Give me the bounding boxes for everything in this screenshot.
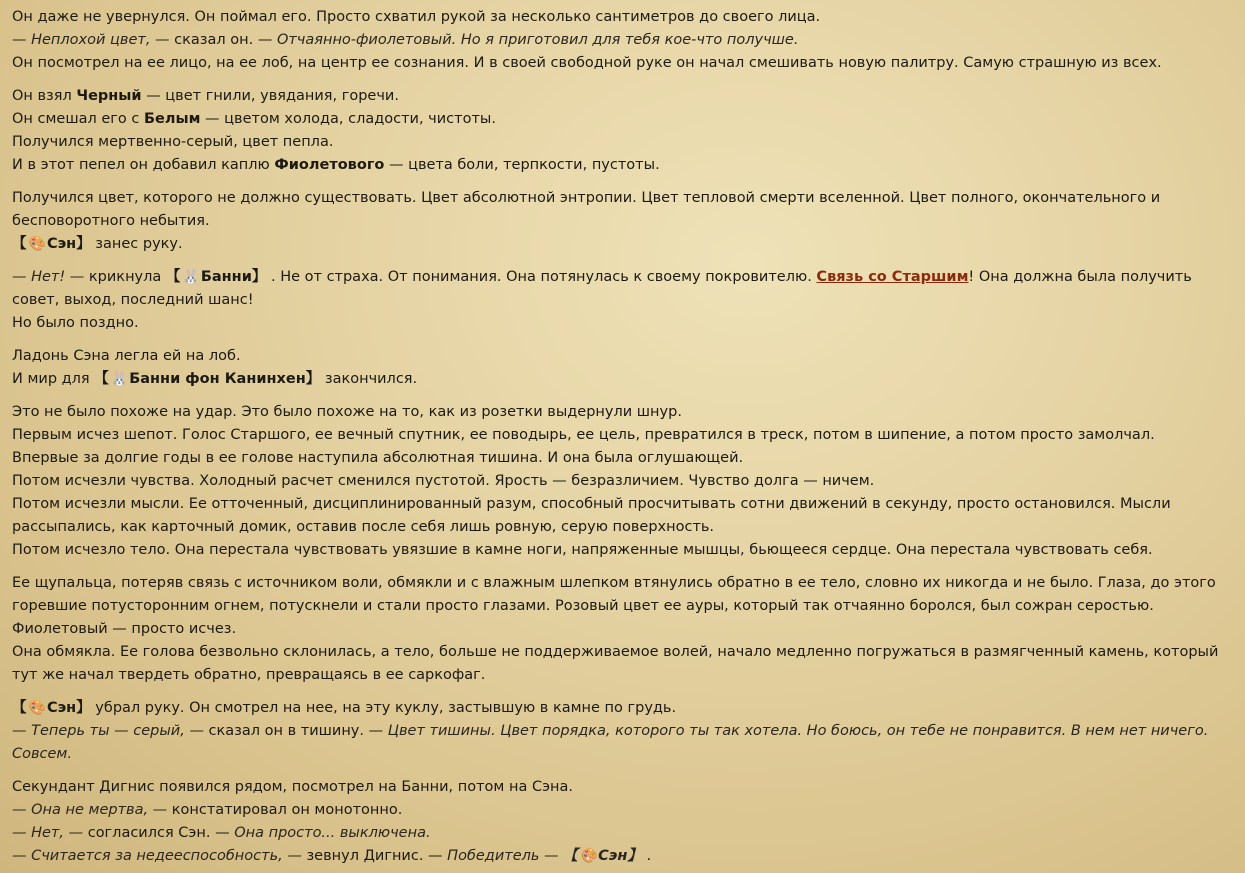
dialogue-text: Победитель — bbox=[447, 848, 564, 864]
narration-text: . bbox=[641, 848, 652, 864]
text-line: Он посмотрел на ее лицо, на ее лоб, на центр ее сознания. И в своей свободной руке он начал смешивать новую палитру. Самую страшную из всех. bbox=[12, 55, 1162, 71]
text-line: Но было поздно. bbox=[12, 315, 139, 331]
rabbit-icon: 🐰 bbox=[182, 269, 200, 285]
character-tag-banni-full bbox=[94, 371, 320, 387]
dialogue-text: Она просто... выключена. bbox=[234, 825, 431, 841]
paragraph-8 bbox=[12, 697, 1225, 766]
character-name: Банни фон Канинхен bbox=[129, 371, 306, 387]
bracket: 】 bbox=[251, 269, 267, 285]
color-term: Фиолетового bbox=[274, 157, 385, 173]
narration-text: зевнул Дигнис. — bbox=[301, 848, 448, 864]
dialogue-text: Отчаянно-фиолетовый. Но я приготовил для тебя кое-что получше. bbox=[276, 32, 799, 48]
dialogue-text: — Нет! — bbox=[12, 269, 85, 285]
paragraph-5 bbox=[12, 345, 1225, 391]
color-term: Белым bbox=[143, 111, 201, 127]
dialogue-text: — Теперь ты — серый, — bbox=[12, 723, 204, 739]
narration-text: занес руку. bbox=[90, 236, 183, 252]
bracket: 【 bbox=[12, 236, 27, 252]
character-tag-sen bbox=[12, 700, 91, 716]
bracket: 【 bbox=[12, 700, 27, 716]
color-term: Черный bbox=[76, 88, 142, 104]
narration-text: согласился Сэн. — bbox=[83, 825, 235, 841]
character-name: Сэн bbox=[46, 236, 77, 252]
character-name: Сэн bbox=[46, 700, 77, 716]
narration-text: сказал он. — bbox=[169, 32, 277, 48]
narration-text: И в этот пепел он добавил каплю bbox=[12, 157, 275, 173]
bracket: 【 bbox=[563, 848, 578, 864]
narration-text: — цветом холода, сладости, чистоты. bbox=[200, 111, 496, 127]
paragraph-9 bbox=[12, 776, 1225, 868]
text-line: Секундант Дигнис появился рядом, посмотрел на Банни, потом на Сэна. bbox=[12, 779, 574, 795]
text-line: Ладонь Сэна легла ей на лоб. bbox=[12, 348, 241, 364]
text-line: Она обмякла. Ее голова безвольно склонилась, а тело, больше не поддерживаемое волей, начало медленно погружаться в размягченный камень, который тут же начал твердеть обратно, превращаясь в ее саркофаг. bbox=[12, 644, 1219, 683]
narration-text: . Не от страха. От понимания. Она потянулась к своему покровителю. bbox=[266, 269, 817, 285]
dialogue-text: Цвет тишины. Цвет порядка, которого ты так хотела. Но боюсь, он тебе не понравится. В нем нет ничего. Совсем. bbox=[12, 723, 1209, 762]
narration-text: констатировал он монотонно. bbox=[167, 802, 403, 818]
text-line: Потом исчезли чувства. Холодный расчет сменился пустотой. Ярость — безразличием. Чувство долга — ничем. bbox=[12, 473, 875, 489]
text-line: Это не было похоже на удар. Это было похоже на то, как из розетки выдернули шнур. bbox=[12, 404, 682, 420]
text-line bbox=[12, 368, 1225, 391]
text-line bbox=[12, 85, 1225, 108]
text-line: Потом исчезло тело. Она перестала чувствовать увязшие в камне ноги, напряженные мышцы, бьющееся сердце. Она перестала чувствовать себя. bbox=[12, 542, 1153, 558]
text-line: Получился мертвенно-серый, цвет пепла. bbox=[12, 134, 334, 150]
character-name: Сэн bbox=[598, 848, 628, 864]
dialogue-text: — Неплохой цвет, — bbox=[12, 32, 170, 48]
narration-text: И мир для bbox=[12, 371, 95, 387]
narration-text: закончился. bbox=[320, 371, 418, 387]
text-line: Первым исчез шепот. Голос Старшого, ее вечный спутник, ее поводырь, ее цель, превратился в треск, потом в шипение, а потом просто замолчал. Впервые за долгие годы в ее голове наступила абсолютная тишина. И она была оглушающей. bbox=[12, 427, 1155, 466]
dialogue-line bbox=[12, 822, 1225, 845]
paragraph-2 bbox=[12, 85, 1225, 177]
text-line bbox=[12, 154, 1225, 177]
dialogue-line bbox=[12, 29, 1225, 52]
bracket: 】 bbox=[76, 700, 91, 716]
bracket: 【 bbox=[165, 269, 181, 285]
text-line: Получился цвет, которого не должно существовать. Цвет абсолютной энтропии. Цвет тепловой смерти вселенной. Цвет полного, окончательного и бесповоротного небытия. bbox=[12, 190, 1161, 229]
rabbit-icon: 🐰 bbox=[110, 371, 129, 387]
paragraph-6 bbox=[12, 401, 1225, 562]
narration-text: Он смешал его с bbox=[12, 111, 144, 127]
dialogue-line bbox=[12, 845, 1225, 868]
narration-text: Он взял bbox=[12, 88, 77, 104]
bracket: 【 bbox=[94, 371, 109, 387]
dialogue-text: — Она не мертва, — bbox=[12, 802, 168, 818]
paragraph-7 bbox=[12, 572, 1225, 687]
narration-text: ! Она должна была получить совет, выход, последний шанс! bbox=[12, 269, 1192, 308]
narration-text: убрал руку. Он смотрел на нее, на эту куклу, застывшую в камне по грудь. bbox=[90, 700, 677, 716]
text-line: Потом исчезли мысли. Ее отточенный, дисциплинированный разум, способный просчитывать сотни движений в секунду, просто остановился. Мысли рассыпались, как карточный домик, оставив после себя лишь ровную, серую поверхность. bbox=[12, 496, 1171, 535]
paragraph-1 bbox=[12, 6, 1225, 75]
narration-text: сказал он в тишину. — bbox=[203, 723, 388, 739]
character-tag-sen bbox=[563, 848, 642, 864]
paragraph-4 bbox=[12, 266, 1225, 335]
dialogue-text: — Считается за недееспособность, — bbox=[12, 848, 302, 864]
palette-icon: 🎨 bbox=[28, 236, 46, 252]
palette-icon: 🎨 bbox=[28, 700, 46, 716]
text-line: Он даже не увернулся. Он поймал его. Просто схватил рукой за несколько сантиметров до своего лица. bbox=[12, 9, 821, 25]
narration-text: крикнула bbox=[84, 269, 166, 285]
text-line bbox=[12, 266, 1225, 312]
narration-text: — цвет гнили, увядания, горечи. bbox=[141, 88, 399, 104]
character-tag-sen bbox=[12, 236, 91, 252]
dialogue-text: — Нет, — bbox=[12, 825, 84, 841]
text-line bbox=[12, 697, 1225, 720]
text-line bbox=[12, 108, 1225, 131]
dialogue-line bbox=[12, 799, 1225, 822]
character-name: Банни bbox=[200, 269, 252, 285]
paragraph-3 bbox=[12, 187, 1225, 256]
narration-text: — цвета боли, терпкости, пустоты. bbox=[384, 157, 660, 173]
bracket: 】 bbox=[76, 236, 91, 252]
bracket: 】 bbox=[627, 848, 642, 864]
skill-link-elder-connection[interactable]: Связь со Старшим bbox=[816, 269, 969, 285]
text-line bbox=[12, 233, 1225, 256]
palette-icon: 🎨 bbox=[579, 848, 598, 864]
character-tag-banni bbox=[166, 269, 266, 285]
dialogue-line bbox=[12, 720, 1225, 766]
bracket: 】 bbox=[305, 371, 321, 387]
text-line: Ее щупальца, потеряв связь с источником воли, обмякли и с влажным шлепком втянулись обратно в ее тело, словно их никогда и не было. Глаза, до этого горевшие потусторонним огнем, потускнели и стали просто глазами. Розовый цвет ее ауры, который так отчаянно боролся, был сожран серостью. Фиолетовый — просто исчез. bbox=[12, 575, 1216, 637]
